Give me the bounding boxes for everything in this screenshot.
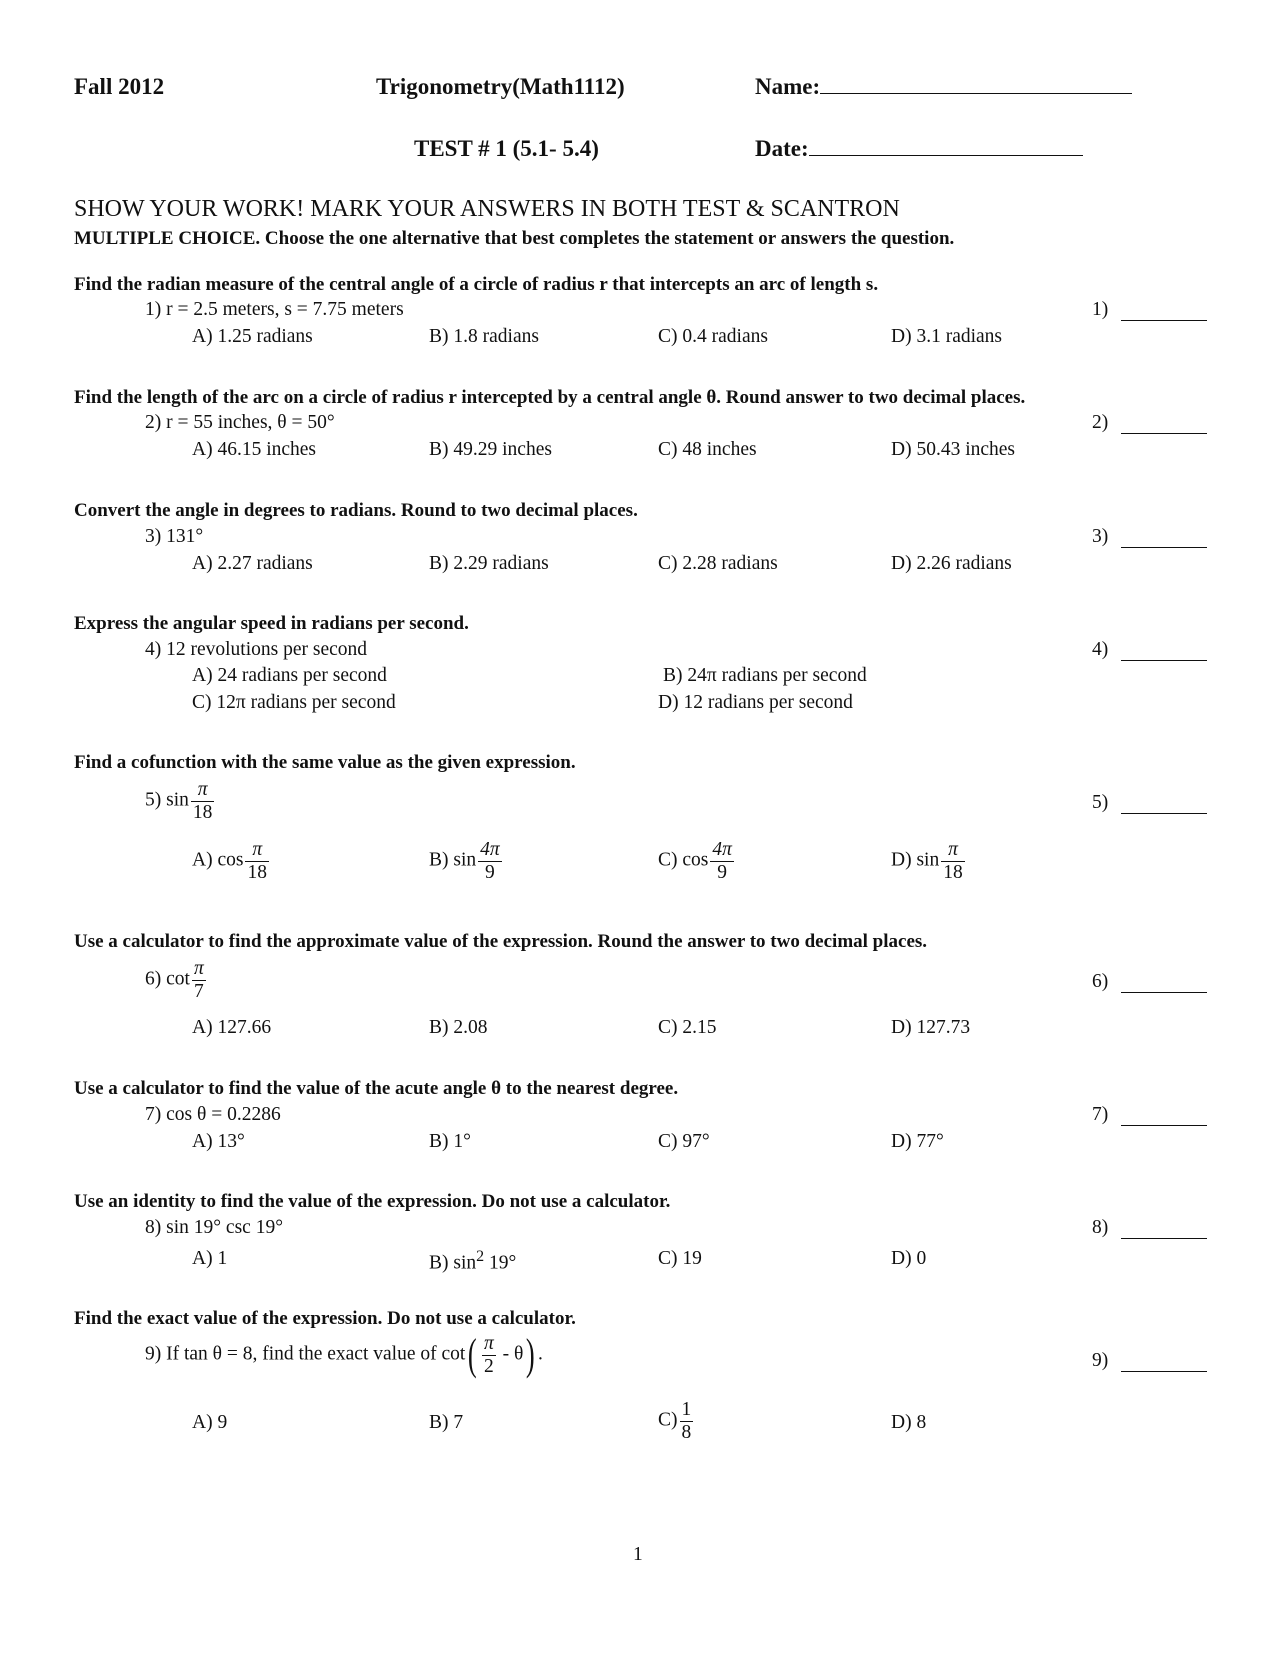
name-label: Name: — [755, 74, 821, 99]
q9-stem-tail: - θ — [502, 1343, 524, 1365]
q2-answer-blank[interactable] — [1121, 433, 1207, 434]
q7-instruction: Use a calculator to find the value of the acute angle θ to the nearest degree. — [74, 1078, 679, 1099]
q3-choice-c: C) 2.28 radians — [658, 553, 778, 574]
q2-instruction: Find the length of the arc on a circle of radius r intercepted by a central angle θ. Round answer to two decimal places. — [74, 387, 1026, 408]
q3-choice-b: B) 2.29 radians — [429, 553, 549, 574]
q4-answer-blank[interactable] — [1121, 660, 1207, 661]
q9-number: 9) — [1092, 1350, 1109, 1371]
q8-choice-b-exponent: 2 — [476, 1248, 485, 1265]
q1-stem: 1) r = 2.5 meters, s = 7.75 meters — [145, 299, 404, 320]
q9-choice-d: D) 8 — [891, 1412, 927, 1433]
q5-choice-d-numerator: π — [941, 840, 965, 862]
term-label: Fall 2012 — [74, 74, 165, 99]
q7-answer-blank[interactable] — [1121, 1125, 1207, 1126]
q3-choice-d: D) 2.26 radians — [891, 553, 1012, 574]
q5-choice-b-prefix: B) sin — [429, 849, 477, 871]
q4-choice-a: A) 24 radians per second — [192, 665, 387, 686]
q1-choice-c: C) 0.4 radians — [658, 326, 768, 347]
q4-choice-d: D) 12 radians per second — [658, 692, 853, 713]
q9-stem-end: . — [538, 1343, 543, 1365]
q4-number: 4) — [1092, 639, 1109, 660]
q8-instruction: Use an identity to find the value of the expression. Do not use a calculator. — [74, 1191, 671, 1212]
q6-number: 6) — [1092, 971, 1109, 992]
q4-choice-c: C) 12π radians per second — [192, 692, 396, 713]
q1-instruction: Find the radian measure of the central angle of a circle of radius r that intercepts an arc of length s. — [74, 274, 879, 295]
q9-instruction: Find the exact value of the expression. Do not use a calculator. — [74, 1308, 576, 1329]
q8-choice-b-func: B) sin — [429, 1252, 477, 1274]
q8-number: 8) — [1092, 1217, 1109, 1238]
q5-choice-d-denominator: 18 — [943, 861, 963, 883]
q7-stem: 7) cos θ = 0.2286 — [145, 1104, 281, 1125]
q6-stem-prefix: 6) cot — [145, 968, 190, 990]
q8-stem: 8) sin 19° csc 19° — [145, 1217, 283, 1238]
test-title: TEST # 1 (5.1- 5.4) — [414, 136, 599, 161]
q3-number: 3) — [1092, 526, 1109, 547]
name-blank — [820, 93, 1132, 94]
q1-answer-blank[interactable] — [1121, 320, 1207, 321]
q5-stem-prefix: 5) sin — [145, 789, 189, 811]
q3-stem: 3) 131° — [145, 526, 204, 547]
q8-choice-d: D) 0 — [891, 1248, 927, 1269]
q8-choice-a: A) 1 — [192, 1248, 228, 1269]
mc-instructions: MULTIPLE CHOICE. Choose the one alternative that best completes the statement or answers the question. — [74, 228, 955, 249]
q5-answer-blank[interactable] — [1121, 813, 1207, 814]
q9-left-paren: ( — [468, 1330, 478, 1379]
date-label: Date: — [755, 136, 809, 161]
q4-stem: 4) 12 revolutions per second — [145, 639, 368, 660]
q7-choice-a: A) 13° — [192, 1131, 245, 1152]
date-field — [755, 136, 1083, 162]
q8-answer-blank[interactable] — [1121, 1238, 1207, 1239]
q5-stem-numerator: π — [191, 780, 215, 802]
q6-stem — [145, 959, 208, 1001]
q5-choice-c — [658, 840, 736, 882]
q9-choice-b: B) 7 — [429, 1412, 464, 1433]
q5-choice-b-denominator: 9 — [485, 861, 495, 883]
q6-choice-d: D) 127.73 — [891, 1017, 971, 1038]
q1-choice-a: A) 1.25 radians — [192, 326, 313, 347]
q9-answer-blank[interactable] — [1121, 1371, 1207, 1372]
q9-choice-c-label: C) — [658, 1409, 678, 1431]
banner: SHOW YOUR WORK! MARK YOUR ANSWERS IN BOTH TEST & SCANTRON — [74, 196, 900, 222]
q5-choice-b — [429, 840, 504, 882]
q3-choice-a: A) 2.27 radians — [192, 553, 313, 574]
q5-choice-c-prefix: C) cos — [658, 849, 709, 871]
q5-instruction: Find a cofunction with the same value as the given expression. — [74, 752, 576, 773]
q4-choice-b: B) 24π radians per second — [663, 665, 867, 686]
q2-number: 2) — [1092, 412, 1109, 433]
q7-choice-c: C) 97° — [658, 1131, 710, 1152]
q7-number: 7) — [1092, 1104, 1109, 1125]
q5-choice-a — [192, 840, 271, 882]
q1-choice-d: D) 3.1 radians — [891, 326, 1003, 347]
q5-choice-c-denominator: 9 — [717, 861, 728, 883]
q3-instruction: Convert the angle in degrees to radians. Round to two decimal places. — [74, 500, 638, 521]
q2-choice-b: B) 49.29 inches — [429, 439, 552, 460]
q9-choice-c-denominator: 8 — [681, 1421, 692, 1443]
q3-answer-blank[interactable] — [1121, 547, 1207, 548]
q2-choice-d: D) 50.43 inches — [891, 439, 1016, 460]
q6-answer-blank[interactable] — [1121, 992, 1207, 993]
q5-choice-c-numerator: 4π — [712, 839, 732, 860]
q5-choice-d — [891, 840, 967, 882]
q9-stem-denominator: 2 — [483, 1355, 494, 1377]
q5-choice-a-numerator: π — [245, 840, 269, 862]
q9-choice-c — [658, 1400, 695, 1442]
q6-instruction: Use a calculator to find the approximate value of the expression. Round the answer to two decimal places. — [74, 931, 928, 952]
q5-stem — [145, 780, 216, 822]
q9-stem — [145, 1330, 543, 1379]
q6-stem-numerator: π — [193, 958, 204, 979]
name-field — [755, 74, 1132, 100]
q4-instruction: Express the angular speed in radians per second. — [74, 613, 469, 634]
q9-choice-c-numerator: 1 — [681, 1399, 692, 1420]
q6-choice-c: C) 2.15 — [658, 1017, 717, 1038]
q5-stem-denominator: 18 — [192, 801, 213, 823]
q1-number: 1) — [1092, 299, 1109, 320]
q8-choice-b-arg: 19° — [484, 1252, 517, 1274]
q7-choice-b: B) 1° — [429, 1131, 471, 1152]
date-blank — [809, 155, 1083, 156]
q6-stem-denominator: 7 — [193, 980, 204, 1002]
q7-choice-d: D) 77° — [891, 1131, 944, 1152]
q9-stem-prefix: 9) If tan θ = 8, find the exact value of cot — [145, 1343, 466, 1365]
q5-choice-b-numerator: 4π — [480, 839, 500, 860]
q2-stem: 2) r = 55 inches, θ = 50° — [145, 412, 335, 433]
q2-choice-a: A) 46.15 inches — [192, 439, 317, 460]
q2-choice-c: C) 48 inches — [658, 439, 757, 460]
q5-choice-a-denominator: 18 — [247, 861, 267, 883]
q8-choice-b — [429, 1248, 516, 1275]
page-number: 1 — [633, 1544, 643, 1565]
q9-right-paren: ) — [526, 1330, 536, 1379]
course-title: Trigonometry(Math1112) — [376, 74, 625, 99]
q9-choice-a: A) 9 — [192, 1412, 228, 1433]
q8-choice-c: C) 19 — [658, 1248, 702, 1269]
q6-choice-a: A) 127.66 — [192, 1017, 272, 1038]
q5-choice-a-prefix: A) cos — [192, 849, 244, 871]
q5-choice-d-prefix: D) sin — [891, 849, 940, 871]
q9-stem-numerator: π — [483, 1333, 494, 1354]
q1-choice-b: B) 1.8 radians — [429, 326, 539, 347]
q6-choice-b: B) 2.08 — [429, 1017, 488, 1038]
q5-number: 5) — [1092, 792, 1109, 813]
